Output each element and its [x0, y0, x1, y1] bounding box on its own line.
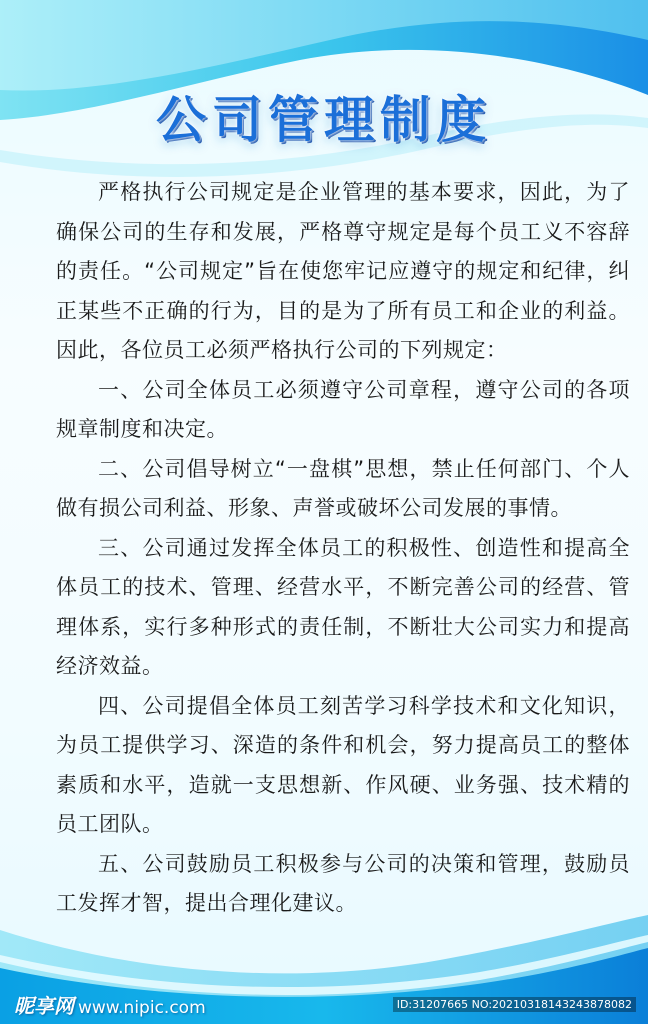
watermark-id: ID:31207665 NO:20210318143243878082: [393, 997, 636, 1012]
rule-paragraph-1: 一、公司全体员工必须遵守公司章程，遵守公司的各项规章制度和决定。: [56, 377, 630, 441]
page-title: 公司管理制度: [156, 91, 492, 149]
rule-paragraph-5: 五、公司鼓励员工积极参与公司的决策和管理，鼓励员工发挥才智，提出合理化建议。: [56, 851, 630, 915]
watermark-logo: [14, 990, 206, 1019]
watermark-logo-text: 昵享网: [14, 994, 74, 1018]
intro-paragraph: 严格执行公司规定是企业管理的基本要求，因此，为了确保公司的生存和发展，严格尊守规定是每个员工义不容辞的责任。“公司规定”旨在使您牢记应遵守的规定和纪律，纠正某些不正确的行为，目的是为了所有员工和企业的利益。因此，各位员工必须严格执行公司的下列规定：: [56, 180, 630, 362]
regulations-body: [56, 173, 630, 924]
watermark-url: www.nipic.com: [78, 998, 206, 1018]
rule-paragraph-2: 二、公司倡导树立“一盘棋”思想，禁止任何部门、个人做有损公司利益、形象、声誉或破坏公司发展的事情。: [56, 456, 630, 520]
rule-paragraph-3: 三、公司通过发挥全体员工的积极性、创造性和提高全体员工的技术、管理、经营水平，不断完善公司的经营、管理体系，实行多种形式的责任制，不断壮大公司实力和提高经济效益。: [56, 535, 630, 678]
rule-paragraph-4: 四、公司提倡全体员工刻苦学习科学技术和文化知识，为员工提供学习、深造的条件和机会，努力提高员工的整体素质和水平，造就一支思想新、作风硬、业务强、技术精的员工团队。: [56, 693, 630, 836]
